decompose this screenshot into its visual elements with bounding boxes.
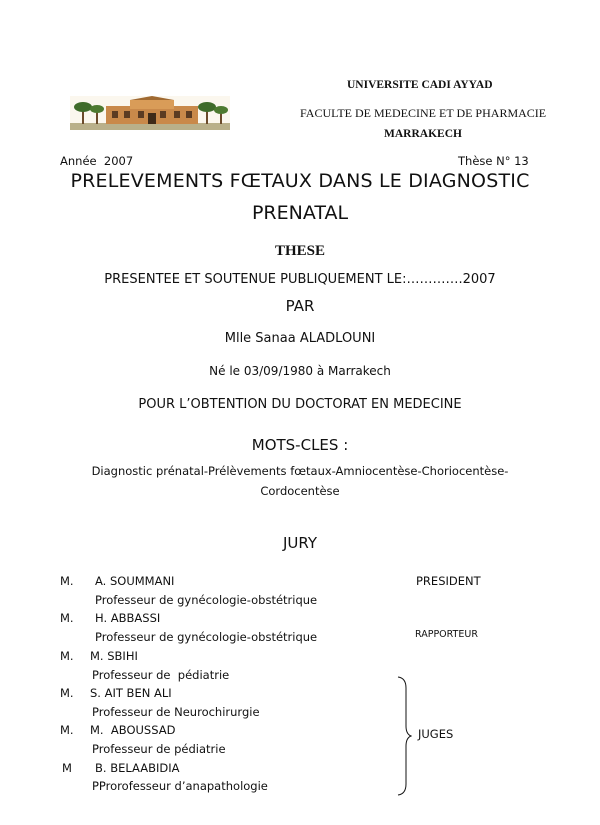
author-name: Mlle Sanaa ALADLOUNI bbox=[224, 331, 376, 346]
role-rapporteur: RAPPORTEUR bbox=[415, 629, 478, 640]
jury-member-name: M. ABOUSSAD bbox=[90, 723, 176, 737]
jury-member-name: B. BELAABIDIA bbox=[95, 761, 180, 775]
jury-member-name: M. SBIHI bbox=[90, 649, 138, 663]
degree-line: POUR L’OBTENTION DU DOCTORAT EN MEDECINE bbox=[138, 397, 462, 412]
jury-member-role-desc: Professeur de gynécologie-obstétrique bbox=[95, 630, 318, 644]
jury-member-title: M. bbox=[60, 611, 74, 625]
jury-member-role-desc: PProrofesseur d’anapathologie bbox=[92, 779, 268, 793]
role-juges: JUGES bbox=[418, 727, 454, 741]
jury-member-role-desc: Professeur de Neurochirurgie bbox=[92, 705, 260, 719]
jury-member-name: A. SOUMMANI bbox=[95, 574, 175, 588]
faculty-building-logo bbox=[70, 96, 230, 130]
presented-line: PRESENTEE ET SOUTENUE PUBLIQUEMENT LE:………….2007 bbox=[104, 272, 496, 287]
year-label: Année 2007 bbox=[60, 154, 134, 168]
thesis-title-line2: PRENATAL bbox=[251, 202, 349, 224]
jury-member-role-desc: Professeur de pédiatrie bbox=[92, 668, 230, 682]
keywords-line2: Cordocentèse bbox=[260, 484, 340, 498]
university-name: UNIVERSITE CADI AYYAD bbox=[347, 79, 493, 91]
judges-brace bbox=[396, 676, 412, 796]
jury-member-name: S. AIT BEN ALI bbox=[90, 686, 172, 700]
jury-member-title: M. bbox=[60, 574, 74, 588]
faculty-name: FACULTE DE MEDECINE ET DE PHARMACIE bbox=[300, 106, 547, 120]
jury-member-name: H. ABBASSI bbox=[95, 611, 161, 625]
par-label: PAR bbox=[285, 297, 315, 315]
jury-member-role-desc: Professeur de pédiatrie bbox=[92, 742, 226, 756]
city-name: MARRAKECH bbox=[384, 128, 462, 140]
role-president: PRESIDENT bbox=[416, 574, 481, 588]
birth-info: Né le 03/09/1980 à Marrakech bbox=[209, 364, 391, 378]
keywords-heading: MOTS-CLES : bbox=[251, 436, 349, 454]
jury-member-role-desc: Professeur de gynécologie-obstétrique bbox=[95, 593, 318, 607]
thesis-title-line1: PRELEVEMENTS FŒTAUX DANS LE DIAGNOSTIC bbox=[70, 170, 530, 192]
jury-heading: JURY bbox=[282, 534, 318, 552]
keywords-line1: Diagnostic prénatal-Prélèvements fœtaux-Amniocentèse-Choriocentèse- bbox=[91, 464, 509, 478]
jury-member-title: M. bbox=[60, 723, 74, 737]
these-heading: THESE bbox=[274, 243, 326, 259]
jury-member-title: M. bbox=[60, 649, 74, 663]
jury-member-title: M bbox=[62, 761, 72, 775]
jury-member-title: M. bbox=[60, 686, 74, 700]
thesis-number: Thèse N° 13 bbox=[458, 154, 529, 168]
